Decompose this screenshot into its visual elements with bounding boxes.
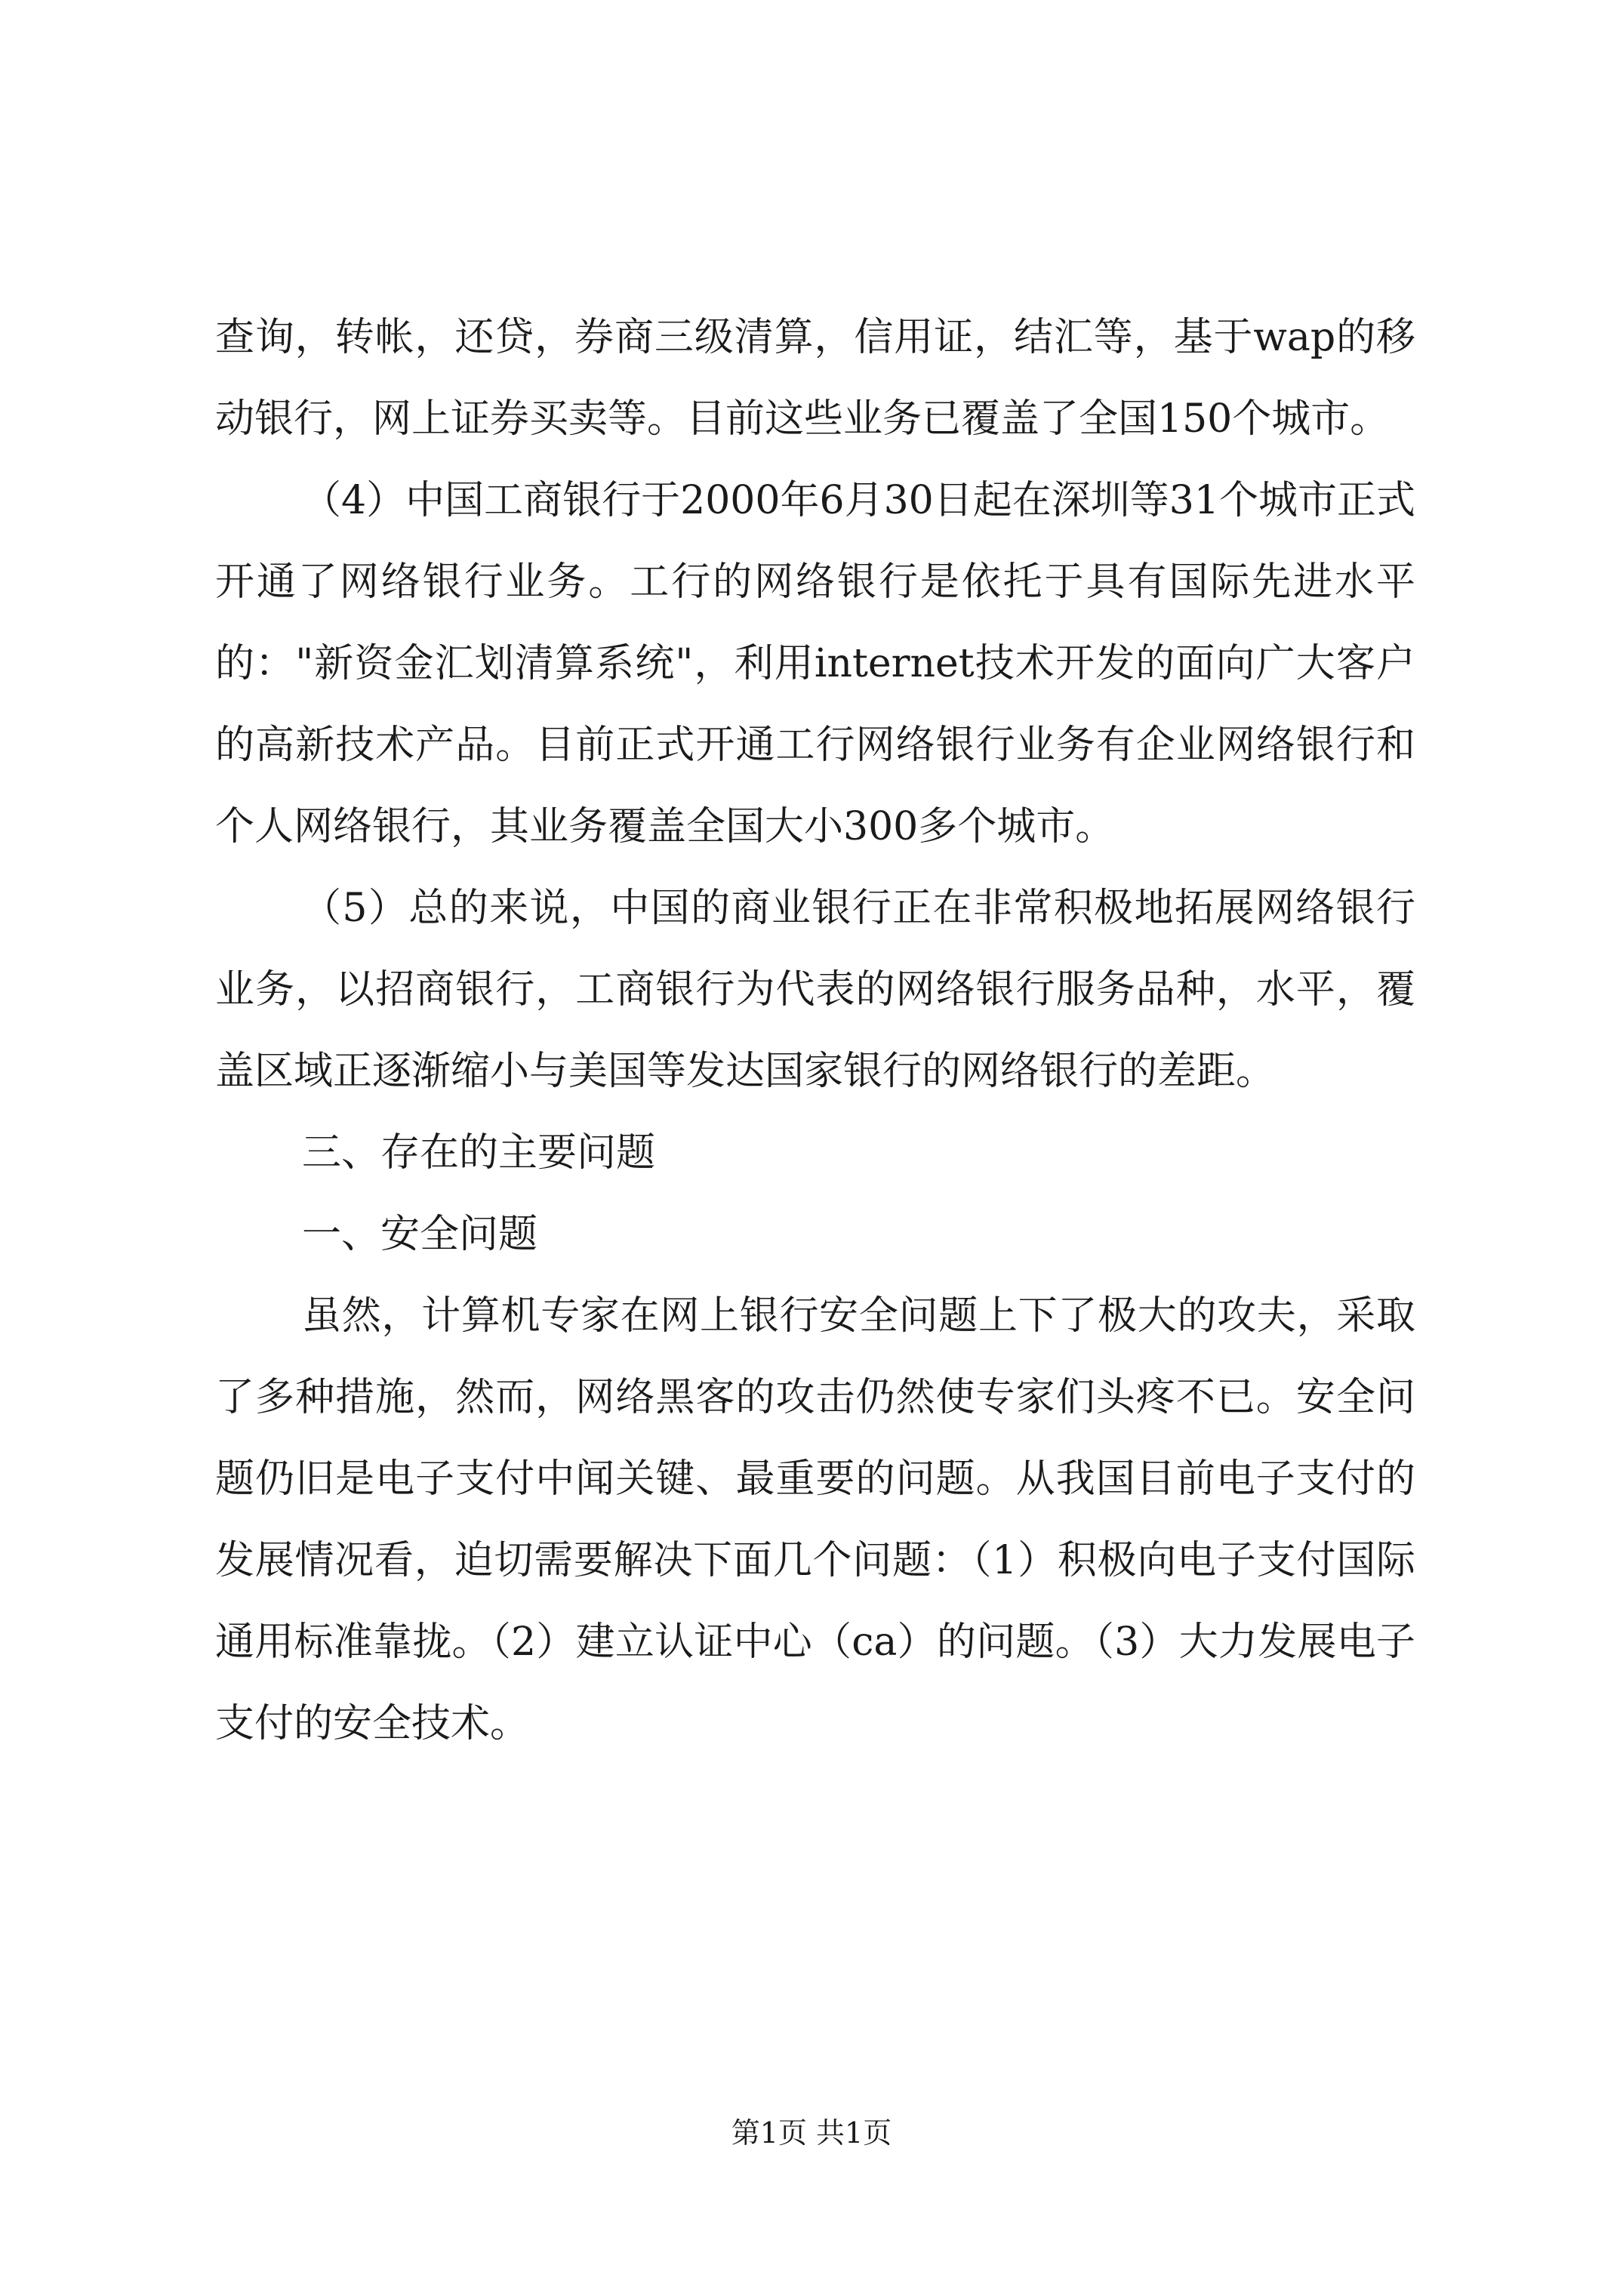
paragraph-icbc-network-banking: （4）中国工商银行于2000年6月30日起在深圳等31个城市正式开通了网络银行业务。工行的网络银行是依托于具有国际先进水平的："新资金汇划清算系统"，利用internet技术开发的面向广大客户的高新技术产品。目前正式开通工行网络银行业务有企业网络银行和个人网络银行，其业务覆盖全国大小300多个城市。	[215, 478, 1415, 849]
subsection-heading-security: 一、安全问题	[302, 1212, 538, 1257]
paragraph-security-issues: 虽然，计算机专家在网上银行安全问题上下了极大的攻夫，采取了多种措施，然而，网络黑客的攻击仍然使专家们头疼不已。安全问题仍旧是电子支付中闻关键、最重要的问题。从我国目前电子支付的发展情况看，迫切需要解决下面几个问题：（1）积极向电子支付国际通用标准靠拢。（2）建立认证中心（ca）的问题。（3）大力发展电子支付的安全技术。	[215, 1293, 1415, 1746]
paragraph-continued-services: 查询，转帐，还贷，券商三级清算，信用证，结汇等，基于wap的移动银行，网上证券买卖等。目前这些业务已覆盖了全国150个城市。	[215, 315, 1415, 442]
page-footer: 第1页 共1页	[731, 2116, 892, 2150]
section-heading-main-problems: 三、存在的主要问题	[302, 1130, 656, 1176]
document-body	[215, 297, 1415, 1764]
paragraph-summary: （5）总的来说，中国的商业银行正在非常积极地拓展网络银行业务，以招商银行，工商银行为代表的网络银行服务品种，水平，覆盖区域正逐渐缩小与美国等发达国家银行的网络银行的差距。	[215, 886, 1415, 1094]
